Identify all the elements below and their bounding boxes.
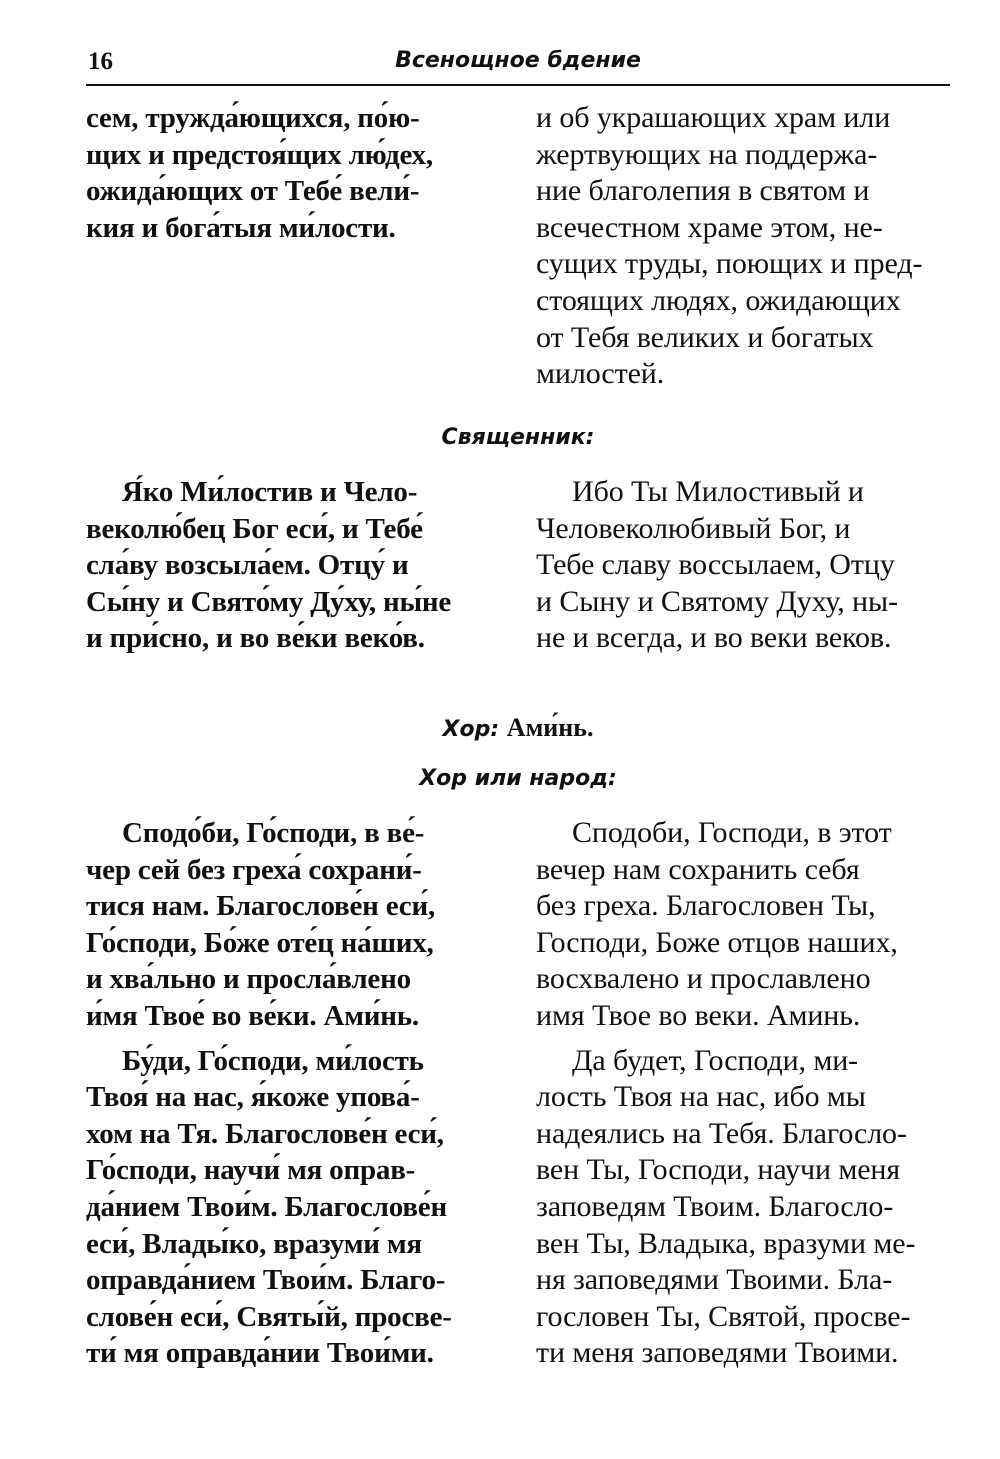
ru-line: от Тебя великих и богатых — [536, 320, 874, 354]
church-slavonic-column — [86, 474, 506, 657]
cs-line: и при́сно, и во ве́ки веко́в. — [86, 622, 425, 655]
ru-line: сущих труды, поющих и пред- — [536, 247, 923, 281]
ru-line: Ибо Ты Милостивый и — [572, 475, 864, 508]
ru-line: и об украшающих храм или — [536, 101, 891, 134]
cs-line: Сподо́би, Го́споди, в ве́- — [122, 817, 425, 849]
ru-line: ня заповедями Твоими. Бла- — [536, 1263, 893, 1297]
ru-line: без греха. Благословен Ты, — [536, 889, 876, 923]
ru-line: не и всегда, и во веки веков. — [536, 621, 892, 655]
page-header — [86, 46, 950, 86]
cs-line: чер сей без греха́ сохрани́- — [86, 853, 422, 886]
cs-line: сла́ву возсыла́ем. Отцу́ и — [86, 549, 409, 582]
ru-line: восхвалено и прославлено — [536, 962, 871, 996]
church-slavonic-column — [86, 815, 506, 1372]
ru-line: вечер нам сохранить себя — [536, 852, 860, 886]
cs-line: слове́н еси́, Святы́й, просве- — [86, 1300, 452, 1333]
cs-line: Я́ко Ми́лостив и Чело- — [122, 476, 418, 508]
cs-line: и хва́льно и просла́влено — [86, 963, 411, 996]
ru-line: Господи, Боже отцов наших, — [536, 925, 898, 959]
ru-line: заповедям Твоим. Благосло- — [536, 1189, 894, 1223]
ru-line: лость Твоя на нас, ибо мы — [536, 1080, 866, 1114]
cs-line: щих и предстоя́щих лю́дех, — [86, 138, 433, 171]
cs-line: Го́споди, Бо́же оте́ц на́ших, — [86, 926, 434, 959]
cs-line: Бу́ди, Го́споди, ми́лость — [122, 1044, 424, 1077]
cs-line: Го́споди, научи́ мя оправ- — [86, 1154, 416, 1187]
ru-line: ние благолепия в святом и — [536, 174, 870, 208]
church-slavonic-column — [86, 100, 506, 246]
cs-line: еси́, Влады́ко, вразуми́ мя — [86, 1227, 422, 1260]
ru-line: и Сыну и Святому Духу, ны- — [536, 584, 898, 618]
cs-line: тися нам. Благослове́н еси́, — [86, 890, 436, 923]
cs-line: веколю́бец Бог еси́, и Тебе́ — [86, 512, 423, 545]
ru-line: надеялись на Тебя. Благосло- — [536, 1116, 907, 1150]
rubric-priest: Священник: — [441, 425, 595, 450]
russian-column — [536, 474, 956, 657]
ru-line: Сподоби, Господи, в этот — [572, 816, 892, 849]
ru-line: стоящих людях, ожидающих — [536, 283, 901, 317]
ru-line: Да будет, Господи, ми- — [572, 1043, 859, 1077]
page-number: 16 — [88, 48, 113, 75]
ru-line: вен Ты, Господи, научи меня — [536, 1153, 901, 1187]
ru-line: ти меня заповедями Твоими. — [536, 1336, 899, 1370]
ru-line: жертвующих на поддержа- — [536, 137, 878, 171]
ru-line: милостей. — [536, 357, 665, 391]
ru-line: всечестном храме этом, не- — [536, 210, 883, 244]
cs-line: ожида́ющих от Тебе́ вели́- — [86, 175, 420, 208]
cs-line: хом на Тя. Благослове́н еси́, — [86, 1117, 444, 1150]
cs-line: сем, тружда́ющихся, по́ю- — [86, 102, 420, 134]
ru-line: гословен Ты, Святой, просве- — [536, 1299, 911, 1333]
cs-line: оправда́нием Твои́м. Благо- — [86, 1264, 446, 1297]
cs-line: да́нием Твои́м. Благослове́н — [86, 1190, 447, 1223]
rubric-choir-label: Хор: — [442, 717, 500, 742]
cs-line: и́мя Твое́ во ве́ки. Ами́нь. — [86, 999, 419, 1032]
russian-column — [536, 100, 956, 393]
cs-line: ти́ мя оправда́нии Твои́ми. — [86, 1337, 434, 1370]
rubric-choir-or-people: Хор или народ: — [419, 766, 617, 791]
running-title: Всенощное бдение — [395, 48, 641, 73]
cs-line: кия и бога́тыя ми́лости. — [86, 211, 396, 244]
rubric-choir-amen — [86, 713, 950, 743]
ru-line: Человеколюбивый Бог, и — [536, 511, 851, 545]
ru-line: вен Ты, Владыка, вразуми ме- — [536, 1226, 916, 1260]
rubric-amen-text: Ами́нь. — [506, 713, 594, 742]
cs-line: Сы́ну и Свято́му Ду́ху, ны́не — [86, 585, 452, 618]
ru-line: имя Твое во веки. Аминь. — [536, 998, 861, 1032]
cs-line: Твоя́ на нас, я́коже упова́- — [86, 1081, 420, 1114]
ru-line: Тебе славу воссылаем, Отцу — [536, 548, 895, 582]
russian-column — [536, 815, 956, 1372]
